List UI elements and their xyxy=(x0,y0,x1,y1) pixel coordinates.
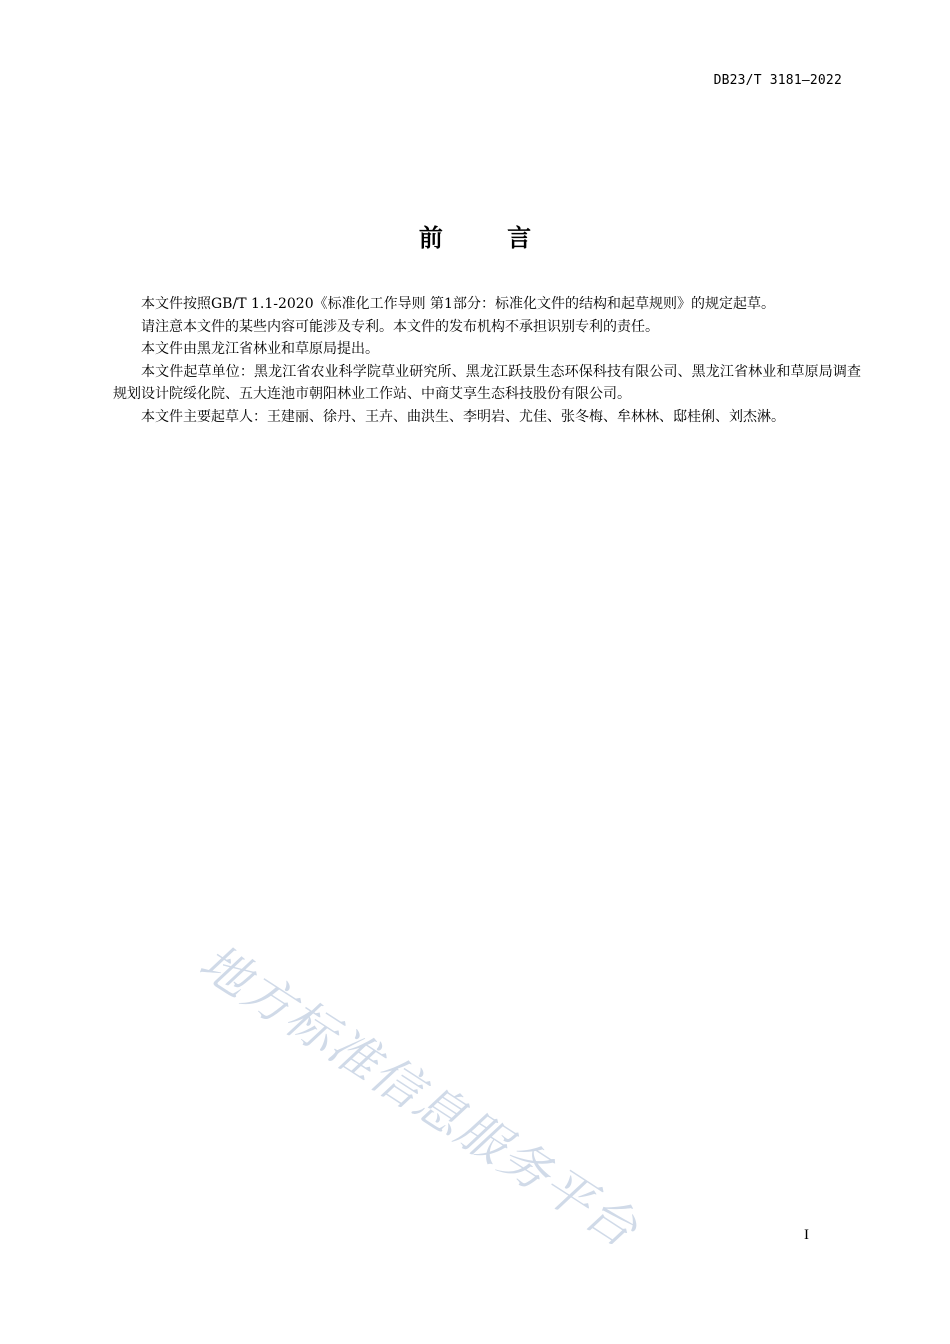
paragraph-drafters: 本文件主要起草人：王建丽、徐丹、王卉、曲洪生、李明岩、尤佳、张冬梅、牟林林、邸桂俐、刘杰淋。 xyxy=(141,408,785,425)
paragraph-patent-notice: 请注意本文件的某些内容可能涉及专利。本文件的发布机构不承担识别专利的责任。 xyxy=(141,318,659,335)
foreword-title: 前 言 xyxy=(418,224,560,252)
foreword-body xyxy=(113,293,861,428)
document-code: DB23/T 3181—2022 xyxy=(713,73,842,88)
paragraph-drafting-rules: 本文件按照GB/T 1.1-2020《标准化工作导则 第1部分：标准化文件的结构和起草规则》的规定起草。 xyxy=(141,296,775,312)
page-number: I xyxy=(804,1227,809,1243)
watermark: 地方标准信息服务平台 xyxy=(189,933,649,1259)
paragraph-drafting-units: 本文件起草单位：黑龙江省农业科学院草业研究所、黑龙江跃景生态环保科技有限公司、黑龙江省林业和草原局调查规划设计院绥化院、五大连池市朝阳林业工作站、中商艾享生态科技股份有限公司。 xyxy=(113,363,861,402)
paragraph-proposer: 本文件由黑龙江省林业和草原局提出。 xyxy=(141,341,379,357)
